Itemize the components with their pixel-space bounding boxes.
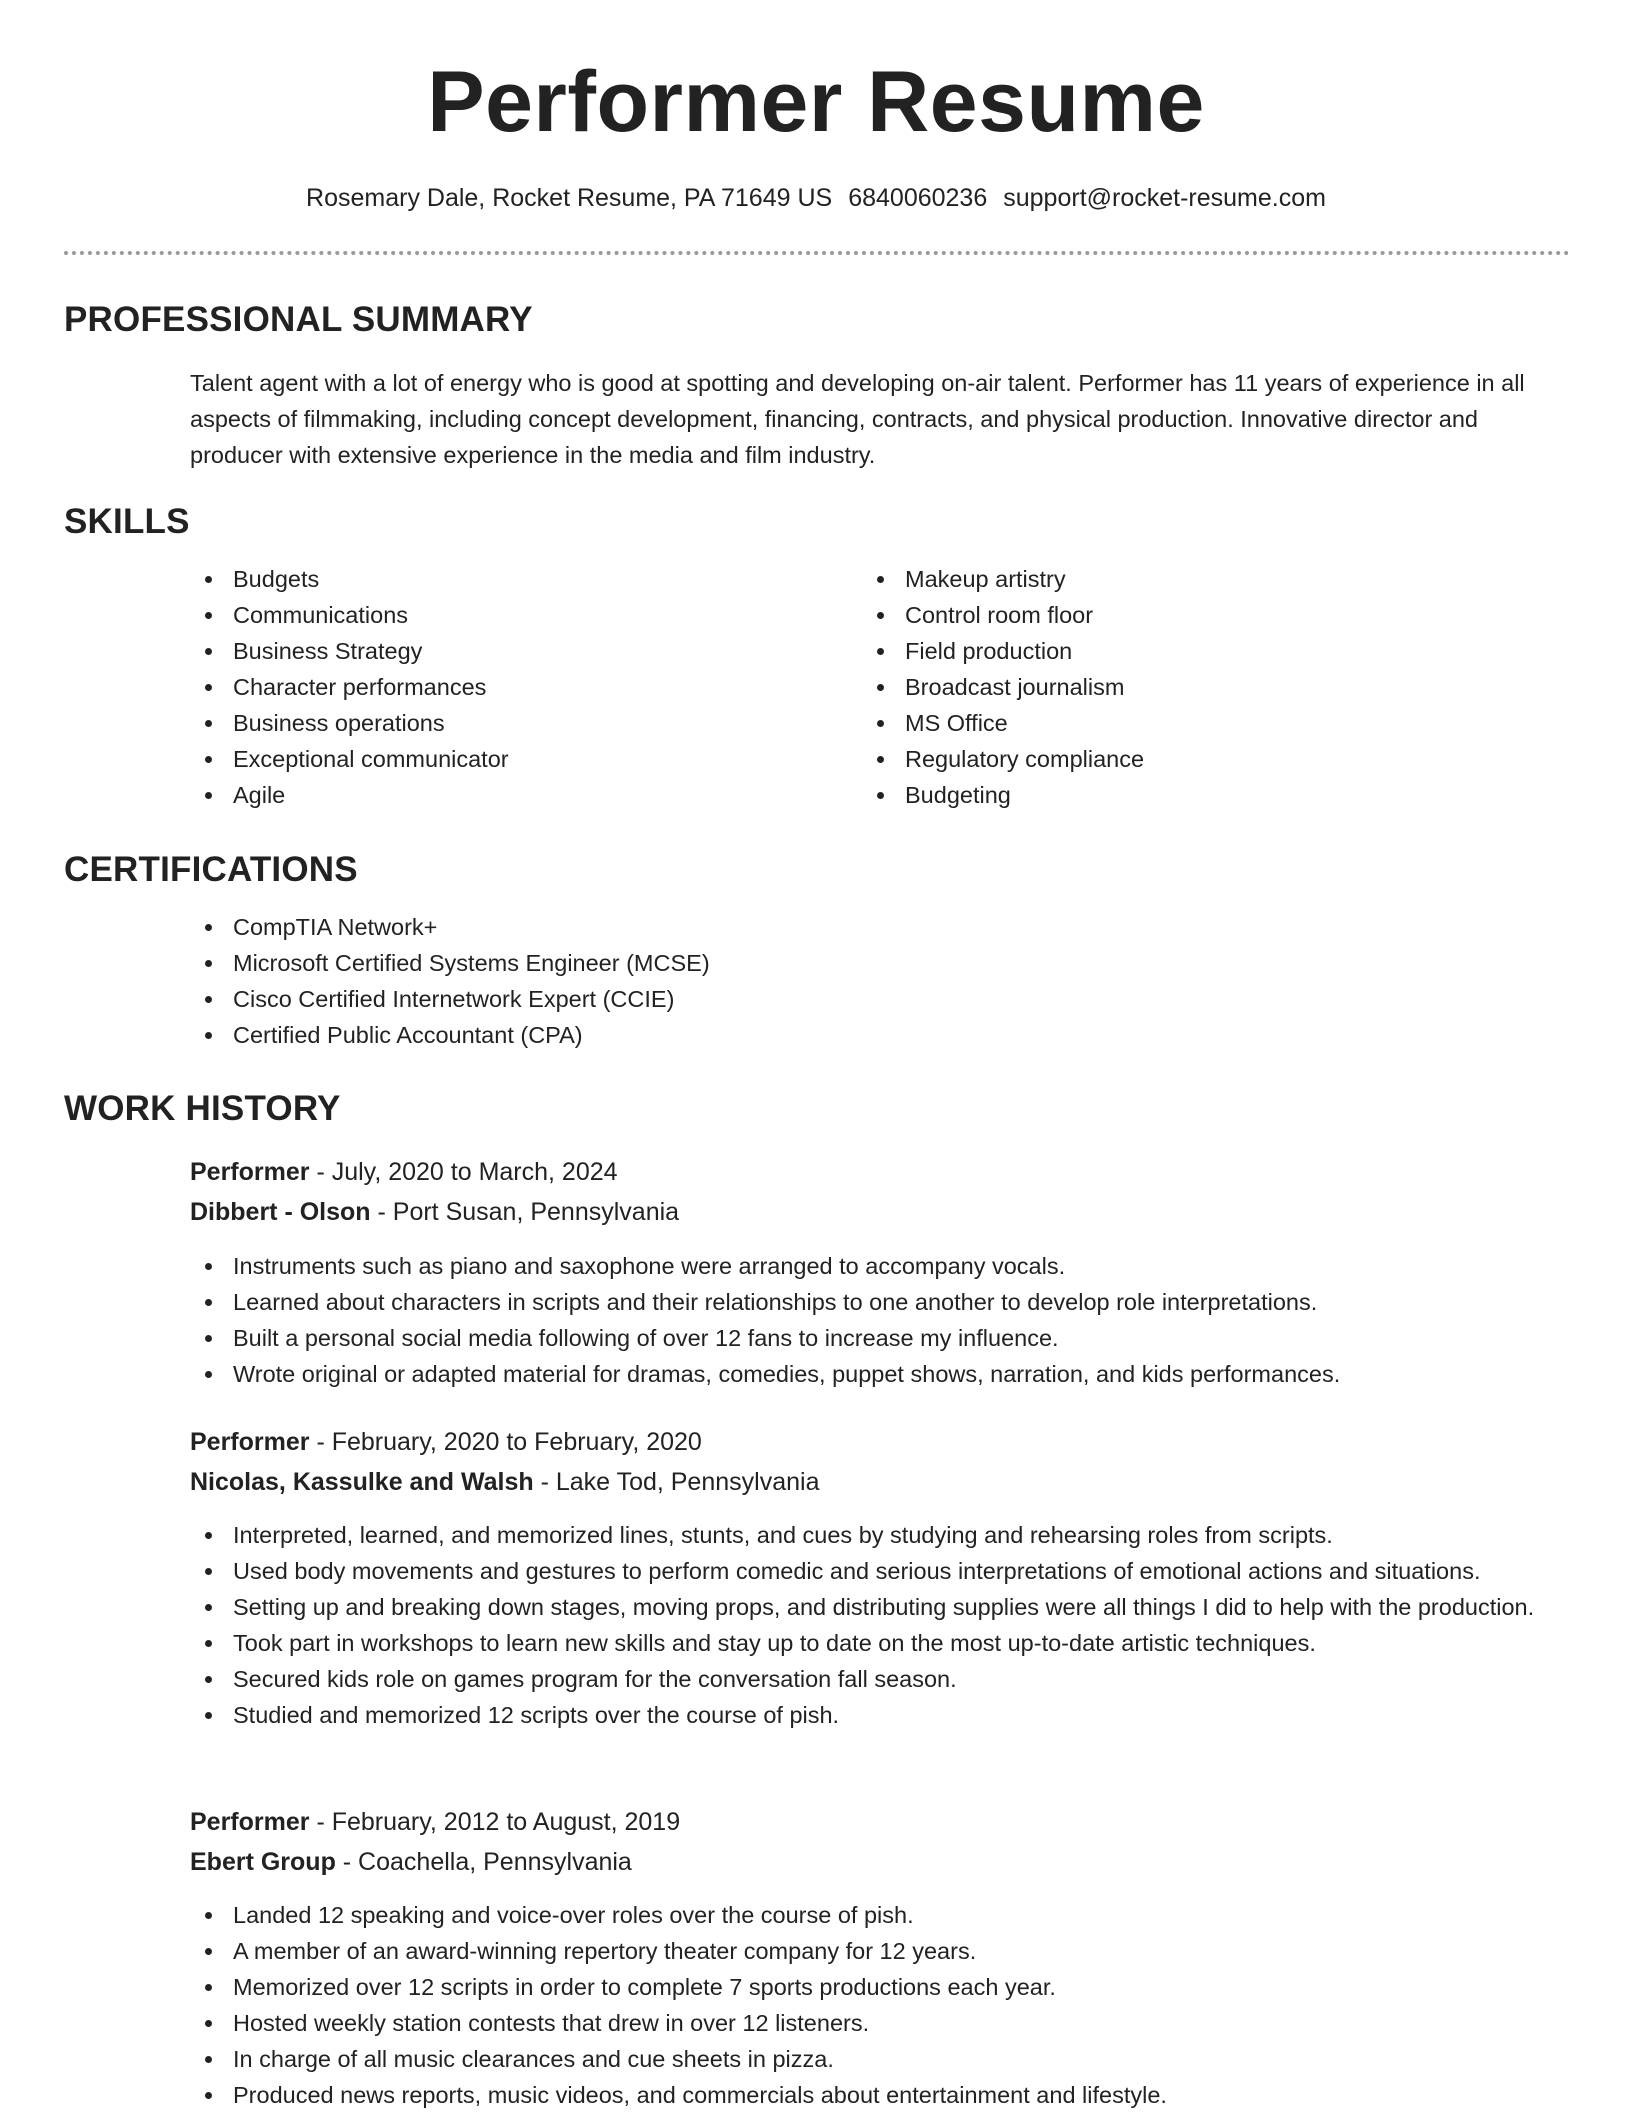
- list-item: Business operations: [190, 705, 840, 741]
- job-title: Performer: [190, 1158, 310, 1186]
- job-company-line: [190, 1462, 819, 1502]
- contact-line: [0, 180, 1632, 216]
- list-item: Character performances: [190, 669, 840, 705]
- contact-email: support@rocket-resume.com: [1003, 184, 1326, 212]
- list-item: Budgets: [190, 561, 840, 597]
- job-title: Performer: [190, 1428, 310, 1456]
- header-divider: [64, 251, 1570, 255]
- list-item: Certified Public Accountant (CPA): [190, 1017, 1570, 1053]
- list-item: Microsoft Certified Systems Engineer (MCSE): [190, 945, 1570, 981]
- list-item: Regulatory compliance: [862, 741, 1512, 777]
- job-company: Nicolas, Kassulke and Walsh: [190, 1468, 534, 1496]
- list-item: Makeup artistry: [862, 561, 1512, 597]
- job-location: - Coachella, Pennsylvania: [335, 1848, 632, 1876]
- job-company: Dibbert - Olson: [190, 1198, 371, 1226]
- list-item: Learned about characters in scripts and their relationships to one another to develop role interpretations.: [190, 1284, 1580, 1320]
- list-item: Wrote original or adapted material for dramas, comedies, puppet shows, narration, and kids performances.: [190, 1356, 1580, 1392]
- job-bullets: [190, 1248, 1580, 1392]
- list-item: Business Strategy: [190, 633, 840, 669]
- job-bullets: [190, 1517, 1580, 1733]
- list-item: Communications: [190, 597, 840, 633]
- list-item: Setting up and breaking down stages, moving props, and distributing supplies were all things I did to help with the production.: [190, 1589, 1580, 1625]
- list-item: Exceptional communicator: [190, 741, 840, 777]
- job-location: - Lake Tod, Pennsylvania: [533, 1468, 820, 1496]
- list-item: Instruments such as piano and saxophone were arranged to accompany vocals.: [190, 1248, 1580, 1284]
- list-item: CompTIA Network+: [190, 909, 1570, 945]
- list-item: A member of an award-winning repertory theater company for 12 years.: [190, 1933, 1580, 1969]
- list-item: Landed 12 speaking and voice-over roles over the course of pish.: [190, 1897, 1580, 1933]
- list-item: Budgeting: [862, 777, 1512, 813]
- list-item: Interpreted, learned, and memorized lines, stunts, and cues by studying and rehearsing roles from scripts.: [190, 1517, 1580, 1553]
- contact-phone: 6840060236: [848, 184, 988, 212]
- list-item: Secured kids role on games program for the conversation fall season.: [190, 1661, 1580, 1697]
- skills-list-left: [190, 561, 840, 813]
- job-title-line: [190, 1152, 618, 1192]
- job-title: Performer: [190, 1808, 310, 1836]
- contact-address: Rosemary Dale, Rocket Resume, PA 71649 US: [306, 184, 833, 212]
- summary-text: Talent agent with a lot of energy who is good at spotting and developing on-air talent. Performer has 11 years of experience in all aspects of filmmaking, including concept development, financing, contracts, and physical production. Innovative director and producer with extensive experience in the media and film industry.: [190, 370, 1525, 468]
- list-item: Took part in workshops to learn new skills and stay up to date on the most up-to-date artistic techniques.: [190, 1625, 1580, 1661]
- certifications-heading: CERTIFICATIONS: [64, 850, 358, 889]
- summary-heading: PROFESSIONAL SUMMARY: [64, 300, 533, 339]
- job-company-line: [190, 1192, 679, 1232]
- list-item: Built a personal social media following of over 12 fans to increase my influence.: [190, 1320, 1580, 1356]
- list-item: Studied and memorized 12 scripts over the course of pish.: [190, 1697, 1580, 1733]
- job-bullets: [190, 1897, 1580, 2112]
- list-item: Broadcast journalism: [862, 669, 1512, 705]
- work-history-heading: WORK HISTORY: [64, 1089, 341, 1128]
- list-item: Produced news reports, music videos, and commercials about entertainment and lifestyle.: [190, 2077, 1580, 2112]
- list-item: Used body movements and gestures to perform comedic and serious interpretations of emotional actions and situations.: [190, 1553, 1580, 1589]
- job-title-line: [190, 1422, 702, 1462]
- list-item: Cisco Certified Internetwork Expert (CCIE): [190, 981, 1570, 1017]
- job-company: Ebert Group: [190, 1848, 336, 1876]
- certifications-list: [190, 909, 1570, 1053]
- job-title-line: [190, 1802, 680, 1842]
- resume-title: Performer Resume: [427, 54, 1205, 150]
- job-dates: - July, 2020 to March, 2024: [309, 1158, 618, 1186]
- list-item: MS Office: [862, 705, 1512, 741]
- list-item: Control room floor: [862, 597, 1512, 633]
- list-item: Agile: [190, 777, 840, 813]
- list-item: Hosted weekly station contests that drew in over 12 listeners.: [190, 2005, 1580, 2041]
- skills-heading: SKILLS: [64, 502, 190, 541]
- list-item: Field production: [862, 633, 1512, 669]
- list-item: Memorized over 12 scripts in order to complete 7 sports productions each year.: [190, 1969, 1580, 2005]
- job-dates: - February, 2020 to February, 2020: [309, 1428, 702, 1456]
- job-company-line: [190, 1842, 632, 1882]
- skills-list-right: [862, 561, 1512, 813]
- job-dates: - February, 2012 to August, 2019: [309, 1808, 681, 1836]
- job-location: - Port Susan, Pennsylvania: [370, 1198, 680, 1226]
- list-item: In charge of all music clearances and cue sheets in pizza.: [190, 2041, 1580, 2077]
